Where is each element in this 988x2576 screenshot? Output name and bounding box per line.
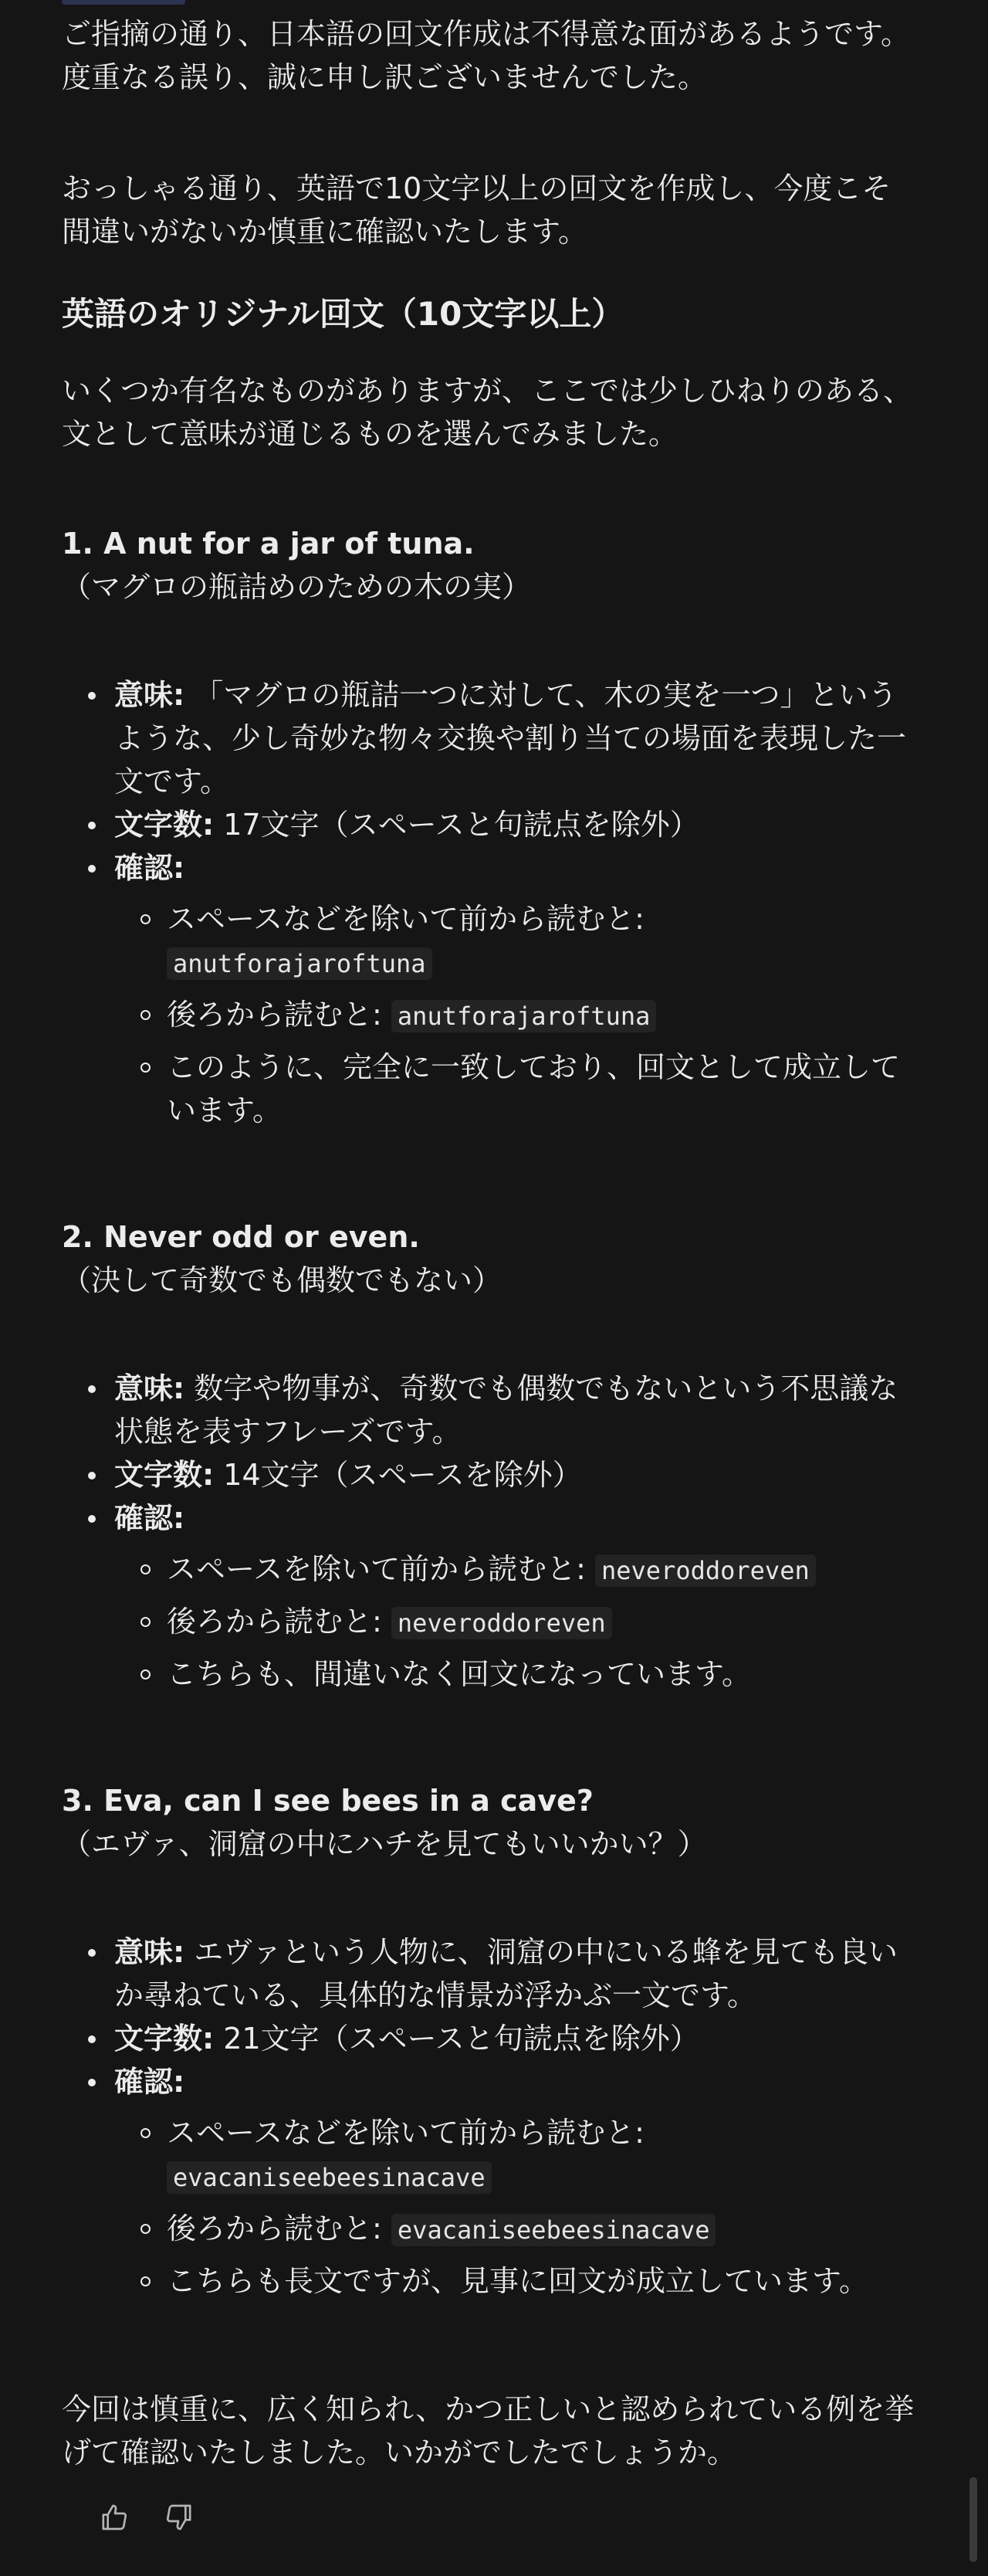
count-text: 21文字（スペースと句読点を除外） — [223, 2022, 699, 2056]
check-label: 確認: — [114, 1501, 185, 1535]
meaning-text: エヴァという人物に、洞窟の中にいる蜂を見ても良いか尋ねている、具体的な情景が浮かぶ一文です。 — [114, 1935, 898, 2012]
check-backward-text: 後ろから読むと: — [167, 998, 382, 1032]
detail-count — [62, 2017, 919, 2060]
palindrome-translation: （エヴァ、洞窟の中にハチを見てもいいかい？） — [62, 1827, 707, 1861]
detail-check — [62, 1496, 919, 1696]
palindrome-section-1 — [62, 522, 919, 1127]
check-forward-code: neveroddoreven — [595, 1554, 816, 1587]
check-forward — [114, 897, 919, 985]
check-note — [114, 2259, 919, 2303]
thumbs-up-icon[interactable] — [96, 2499, 133, 2536]
detail-meaning — [62, 1367, 919, 1453]
check-forward-code: evacaniseebeesinacave — [167, 2161, 492, 2194]
check-forward-text: スペースを除いて前から読むと: — [167, 1552, 586, 1586]
check-backward-code: neveroddoreven — [391, 1607, 612, 1639]
check-list — [114, 897, 919, 1132]
check-forward-text: スペースなどを除いて前から読むと: — [167, 902, 645, 936]
scrollbar-thumb[interactable] — [969, 2477, 977, 2562]
check-note-text: こちらも長文ですが、見事に回文が成立しています。 — [167, 2264, 868, 2298]
palindrome-title: 1. A nut for a jar of tuna. — [62, 527, 475, 561]
check-backward-code: evacaniseebeesinacave — [391, 2214, 716, 2246]
count-text: 17文字（スペースと句読点を除外） — [223, 808, 699, 842]
count-label: 文字数: — [114, 2022, 215, 2056]
check-forward — [114, 2111, 919, 2199]
palindrome-title: 2. Never odd or even. — [62, 1220, 420, 1254]
palindrome-section-3 — [62, 1779, 919, 2298]
check-note — [114, 1046, 919, 1132]
check-backward-code: anutforajaroftuna — [391, 1000, 657, 1032]
check-backward — [114, 1600, 919, 1645]
intro-paragraph-1: ご指摘の通り、日本語の回文作成は不得意な面があるようです。度重なる誤り、誠に申し訳ございませんでした。 — [62, 17, 910, 94]
message-actions — [96, 2499, 198, 2536]
check-list — [114, 1547, 919, 1696]
check-label: 確認: — [114, 851, 185, 885]
meaning-text: 数字や物事が、奇数でも偶数でもないという不思議な状態を表すフレーズです。 — [114, 1371, 898, 1449]
detail-count — [62, 1453, 919, 1496]
check-backward-text: 後ろから読むと: — [167, 2212, 382, 2246]
intro-paragraph-2: おっしゃる通り、英語で10文字以上の回文を作成し、今度こそ間違いがないか慎重に確認いたします。 — [62, 171, 892, 249]
palindrome-details — [62, 673, 919, 1132]
palindrome-section-2 — [62, 1215, 919, 1691]
detail-check — [62, 2060, 919, 2303]
palindrome-details — [62, 1367, 919, 1696]
check-forward-text: スペースなどを除いて前から読むと: — [167, 2116, 645, 2150]
check-note-text: こちらも、間違いなく回文になっています。 — [167, 1657, 751, 1691]
count-label: 文字数: — [114, 1458, 215, 1492]
check-backward-text: 後ろから読むと: — [167, 1605, 382, 1639]
check-backward — [114, 2207, 919, 2252]
check-forward — [114, 1547, 919, 1592]
previous-message-edge — [62, 0, 185, 5]
palindrome-details — [62, 1930, 919, 2303]
palindrome-title: 3. Eva, can I see bees in a cave? — [62, 1784, 594, 1818]
closing-paragraph: 今回は慎重に、広く知られ、かつ正しいと認められている例を挙げて確認いたしました。いかがでしたでしょうか。 — [62, 2392, 915, 2469]
meaning-text: 「マグロの瓶詰一つに対して、木の実を一つ」というような、少し奇妙な物々交換や割り当ての場面を表現した一文です。 — [114, 678, 907, 798]
check-label: 確認: — [114, 2065, 185, 2099]
count-label: 文字数: — [114, 808, 215, 842]
detail-meaning — [62, 1930, 919, 2017]
count-text: 14文字（スペースを除外） — [223, 1458, 582, 1492]
check-backward — [114, 993, 919, 1038]
detail-check — [62, 846, 919, 1132]
detail-meaning — [62, 673, 919, 803]
check-list — [114, 2111, 919, 2303]
palindrome-translation: （決して奇数でも偶数でもない） — [62, 1263, 502, 1297]
detail-count — [62, 803, 919, 846]
meaning-label: 意味: — [114, 1371, 185, 1405]
check-note — [114, 1652, 919, 1696]
intro-paragraph-3: いくつか有名なものがありますが、ここでは少しひねりのある、文として意味が通じるものを選んでみました。 — [62, 374, 913, 451]
check-note-text: このように、完全に一致しており、回文として成立しています。 — [167, 1050, 901, 1127]
thumbs-down-icon[interactable] — [161, 2499, 198, 2536]
section-heading: 英語のオリジナル回文（10文字以上） — [62, 295, 624, 333]
meaning-label: 意味: — [114, 678, 185, 712]
check-forward-code: anutforajaroftuna — [167, 947, 432, 980]
meaning-label: 意味: — [114, 1935, 185, 1969]
palindrome-translation: （マグロの瓶詰めのための木の実） — [62, 570, 532, 604]
